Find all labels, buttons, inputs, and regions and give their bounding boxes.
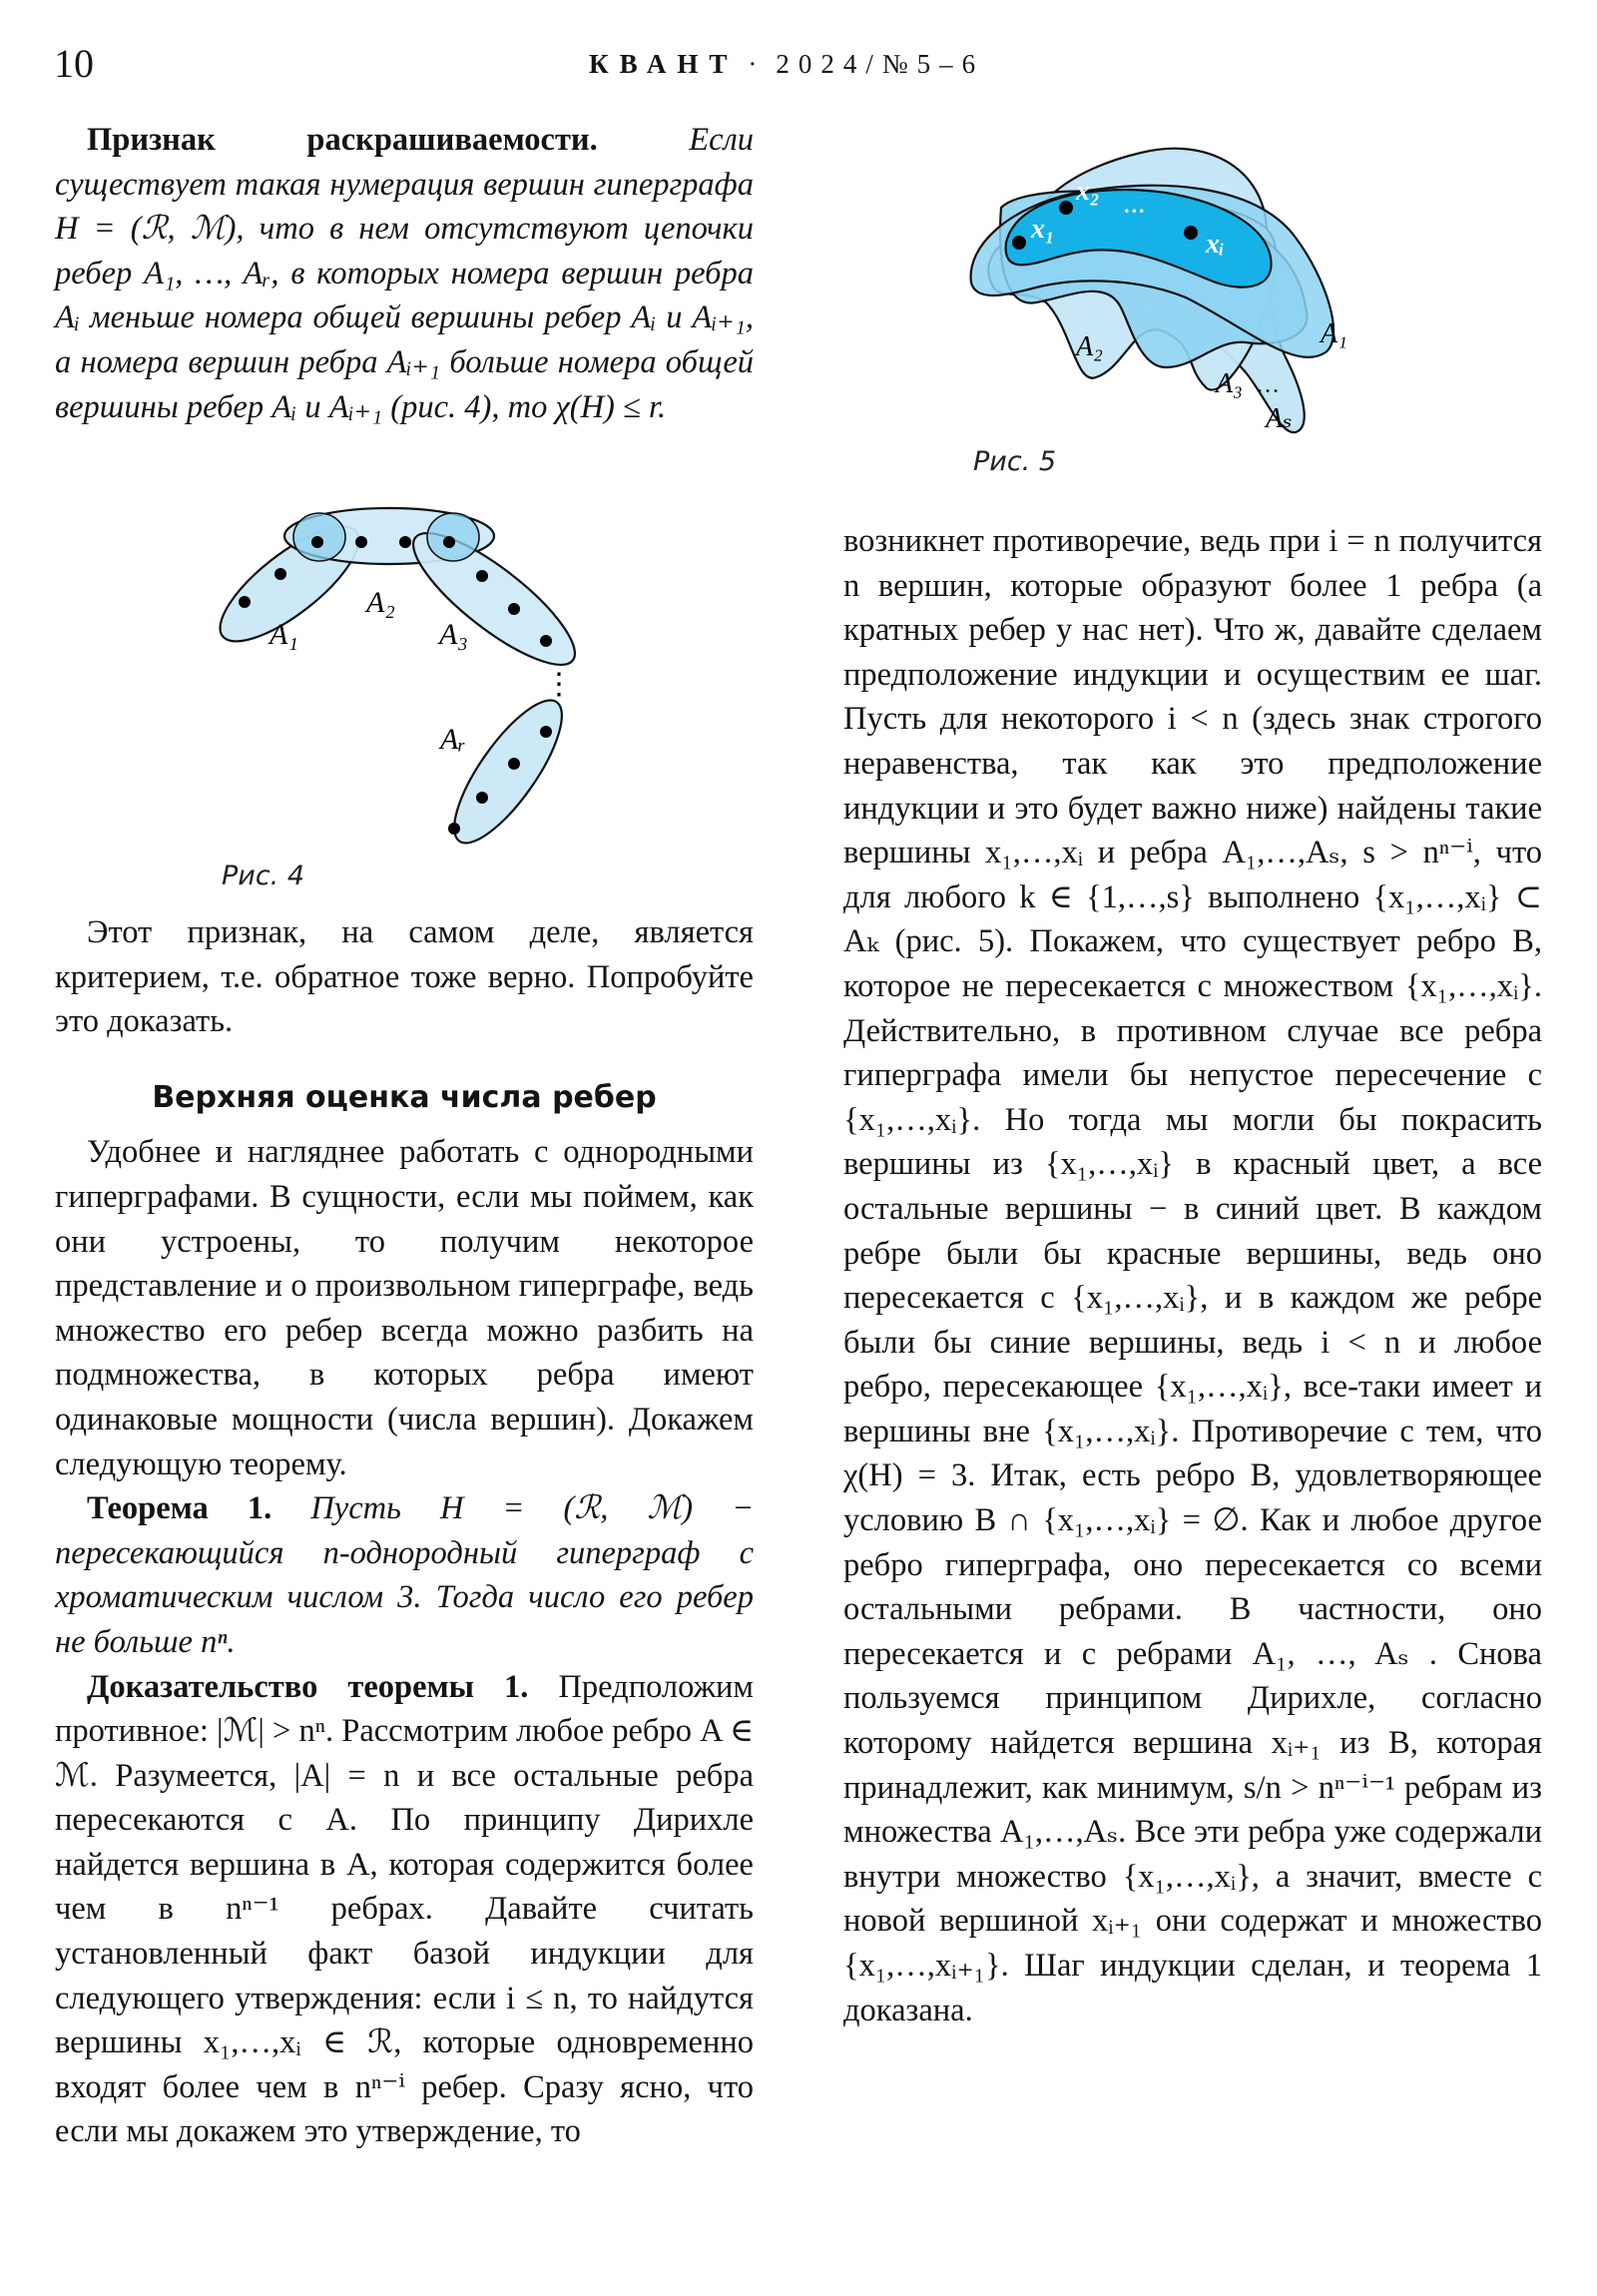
label-a1: A₁ [1321, 318, 1347, 349]
figure-4 [205, 504, 584, 863]
label-a2: A₂ [1076, 331, 1103, 362]
label-x2: x₂ [1076, 176, 1100, 207]
vertex [476, 570, 488, 582]
theorem-statement: Пусть H = (ℛ, ℳ) − пересекающийся n-однородный гиперграф с хроматическим числом 3. Тогда число его ребер не больше nⁿ. [55, 1490, 755, 1660]
vertex [443, 536, 455, 548]
label-a2: A₂ [366, 586, 395, 619]
intro-paragraph: Удобнее и нагляднее работать с однородными гиперграфами. В сущности, если мы поймем, как они устроены, то получим некоторое представление и о произвольном гиперграфе, ведь множество его ребер всегда можно разбить на подмножества, в которых ребра имеют одинаковые мощности (числа вершин). Докажем следующую теорему. [55, 1134, 754, 1482]
figure-5 [966, 128, 1435, 447]
label-x1: x₁ [1031, 214, 1055, 245]
label-a1: A₁ [269, 618, 298, 651]
header-separator: · [748, 49, 767, 79]
vertex [399, 536, 411, 548]
left-column-body [55, 910, 754, 2154]
vertex [448, 823, 460, 835]
label-ar: Aᵣ [440, 723, 466, 756]
theorem-title: Теорема 1. [87, 1490, 272, 1527]
theorem-paragraph [55, 1486, 754, 1664]
vertex [476, 792, 488, 804]
criterion-paragraph [55, 118, 754, 429]
vertex [274, 568, 286, 580]
vertex [355, 536, 367, 548]
criterion-block [55, 118, 754, 429]
right-column-body [843, 519, 1542, 2032]
vertex [540, 635, 552, 647]
magazine-title: КВАНТ [589, 49, 739, 79]
vertex [540, 726, 552, 738]
figure-4-caption: Рис. 4 [222, 861, 305, 891]
proof-continuation: возникнет противоречие, ведь при i = n получится n вершин, которые образуют более 1 ребра (а кратных ребер у нас нет). Что ж, давайте сделаем предположение индукции и осуществим ее шаг. Пусть для некоторого i < n (здесь знак строгого неравенства, так как это предположение индукции и это будет важно ниже) найдены такие вершины x₁,…,xᵢ и ребра A₁,…,Aₛ, s > nⁿ⁻ⁱ, что для любого k ∈ {1,…,s} выполнено {x₁,…,xᵢ} ⊂ Aₖ (рис. 5). Покажем, что существует ребро B, которое не пересекается с множеством {x₁,…,xᵢ}. Действительно, в противном случае все ребра гиперграфа имели бы непустое пересечение с {x₁,…,xᵢ}. Но тогда мы могли бы покрасить вершины из {x₁,…,xᵢ} в красный цвет, а все остальные вершины − в синий цвет. В каждом ребре были бы красные вершины, ведь оно пересекается с {x₁,…,xᵢ}, и в каждом же ребре были бы синие вершины, ведь i < n и любое ребро, пересекающее {x₁,…,xᵢ}, все-таки имеет и вершины вне {x₁,…,xᵢ}. Противоречие с тем, что χ(H) = 3. Итак, есть ребро B, удовлетворяющее условию B ∩ {x₁,…,xᵢ} = ∅. Как и любое другое ребро гиперграфа, оно пересекается со всеми остальными ребрами. В частности, оно пересекается и с ребрами A₁, …, Aₛ . Снова пользуемся принципом Дирихле, согласно которому найдется вершина xᵢ₊₁ из B, которая принадлежит, как минимум, s/n > nⁿ⁻ⁱ⁻¹ ребрам из множества A₁,…,Aₛ. Все эти ребра уже содержали внутри множество {x₁,…,xᵢ}, а значит, вместе с новой вершиной xᵢ₊₁ они содержат и множество {x₁,…,xᵢ₊₁}. Шаг индукции сделан, и теорема 1 доказана. [843, 523, 1542, 2028]
vertical-ellipsis: ⋮ [544, 668, 574, 701]
criterion-statement: Если существует такая нумерация вершин гиперграфа H = (ℛ, ℳ), что в нем отсутствуют цепочки ребер A₁, …, Aᵣ, в которых номера вершин ребра Aᵢ меньше номера общей вершины ребер Aᵢ и Aᵢ₊₁, а номера вершин ребра Aᵢ₊₁ больше номера общей вершины ребер Aᵢ и Aᵢ₊₁ (рис. 4), то χ(H) ≤ r. [55, 122, 754, 425]
page-number: 10 [54, 41, 94, 86]
vertex [311, 536, 323, 548]
issue-number: 2024/№5–6 [776, 49, 985, 79]
vertex [508, 603, 520, 615]
vertex [239, 596, 251, 608]
vertex-xi [1184, 226, 1198, 240]
label-xi: xᵢ [1206, 229, 1225, 260]
proof-text: Предположим противное: |ℳ| > nⁿ. Рассмотрим любое ребро A ∈ ℳ. Разумеется, |A| = n и все остальные ребра пересекаются с A. По принципу Дирихле найдется вершина в A, которая содержится более чем в nⁿ⁻¹ ребрах. Давайте считать установленный факт базой индукции для следующего утверждения: если i ≤ n, то найдутся вершины x₁,…,xᵢ ∈ ℛ, которые одновременно входят более чем в nⁿ⁻ⁱ ребер. Сразу ясно, что если мы докажем это утверждение, то [55, 1668, 754, 2150]
label-ellipsis: … [1256, 372, 1280, 398]
proof-title: Доказательство теоремы 1. [87, 1668, 529, 1705]
overlap-a2-a3 [427, 513, 479, 561]
criterion-title: Признак раскрашиваемости. [87, 122, 598, 158]
vertex-x1 [1012, 236, 1026, 250]
label-as: Aₛ [1266, 403, 1293, 434]
vertex [508, 758, 520, 770]
label-a3: A₃ [439, 618, 468, 651]
proof-paragraph [55, 1665, 754, 2155]
figure-5-caption: Рис. 5 [973, 446, 1057, 477]
label-dots: … [1124, 193, 1146, 218]
section-heading: Верхняя оценка числа ребер [152, 1079, 657, 1115]
vertex-x2 [1059, 201, 1073, 215]
label-a3: A₃ [1216, 368, 1243, 399]
remark-paragraph: Этот признак, на самом деле, является критерием, т.е. обратное тоже верно. Попробуйте это доказать. [55, 914, 754, 1040]
running-head [589, 46, 984, 82]
